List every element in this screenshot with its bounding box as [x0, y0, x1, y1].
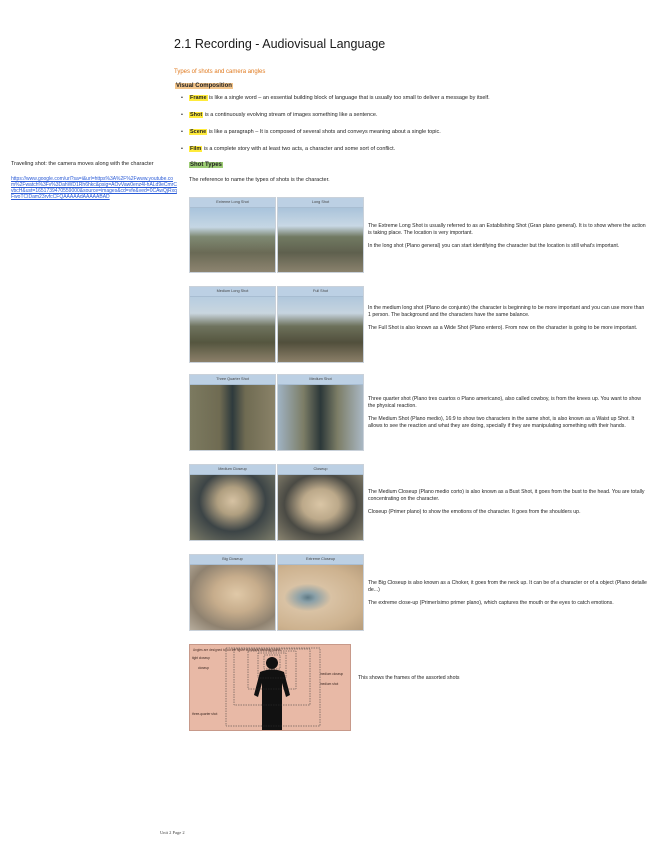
section-subtitle: Types of shots and camera angles — [174, 69, 266, 75]
figure-head — [266, 657, 278, 669]
photo — [190, 297, 275, 362]
description-text: The extreme close-up (Primerísimo primer plano), which captures the mouth or the eyes to catch emotions. — [368, 600, 614, 606]
long-shot-image — [277, 197, 364, 273]
description-text: The Medium Closeup (Plano medio corto) is also known as a Bust Shot, it goes from the bust to the head. You are totally concentrating on the character. — [368, 489, 645, 502]
image-label: Medium Shot — [278, 375, 363, 385]
description-text: Three quarter shot (Plano tres cuartos o Plano americano), also called cowboy, is from the knees up. You want to show the physical reaction. — [368, 396, 641, 409]
label-closeup: closeup — [198, 666, 209, 670]
image-label: Closeup — [278, 465, 363, 475]
photo — [190, 208, 275, 272]
photo — [190, 565, 275, 630]
side-note: Traveling shot: the camera moves along with the character — [11, 161, 154, 167]
image-label: Extreme Long Shot — [190, 198, 275, 208]
figure-body — [254, 670, 290, 731]
description-text: The Full Shot is also known as a Wide Shot (Plano entero). From now on the character is going to be more important. — [368, 325, 638, 331]
row-description — [368, 489, 648, 522]
extreme-long-shot-image — [189, 197, 276, 273]
big-closeup-image — [189, 554, 276, 631]
term-frame: Frame — [190, 95, 207, 101]
composition-list — [181, 95, 631, 163]
image-label: Full Shot — [278, 287, 363, 297]
photo — [278, 565, 363, 630]
label-three-quarter-shot: three-quarter shot — [192, 712, 218, 716]
term-description: is a complete story with at least two acts, a character and some sort of conflict. — [202, 146, 396, 152]
shot-types-heading: Shot Types — [190, 162, 222, 168]
row-description — [368, 580, 648, 613]
diagram-caption: Angles are designed to cut the figure at natural bending points. — [193, 648, 282, 652]
list-item — [181, 95, 631, 102]
label-medium-closeup: medium closeup — [320, 672, 344, 676]
medium-closeup-image — [189, 464, 276, 541]
description-text: The Big Closeup is also known as a Choker, it goes from the neck up. It can be of a character or of a object (Plano detalle de...) — [368, 580, 647, 593]
extreme-closeup-image — [277, 554, 364, 631]
term-film: Film — [190, 146, 202, 152]
figure-silhouette-diagram — [190, 645, 350, 730]
list-item — [181, 146, 631, 153]
photo — [278, 475, 363, 540]
visual-composition-heading: Visual Composition — [176, 83, 232, 89]
photo — [278, 297, 363, 362]
term-shot: Shot — [190, 112, 203, 118]
image-label: Three Quarter Shot — [190, 375, 275, 385]
description-text: In the medium long shot (Plano de conjunto) the character is beginning to be more important and you can use more than 1 person. The background and the characters have the same balance. — [368, 305, 645, 318]
diagram-description: This shows the frames of the assorted shots — [358, 675, 460, 681]
photo — [278, 208, 363, 272]
shot-frames-diagram — [189, 644, 351, 731]
closeup-image — [277, 464, 364, 541]
label-tight-closeup: tight closeup — [192, 656, 210, 660]
row-description — [368, 396, 648, 436]
description-text: The Extreme Long Shot is usually referred to as an Establishing Shot (Gran plano general). It is to show where the action is taking place. The location is very important. — [368, 223, 646, 236]
description-text: In the long shot (Plano general) you can start identifying the character but the location is still what's important. — [368, 243, 620, 249]
image-label: Long Shot — [278, 198, 363, 208]
row-description — [368, 223, 648, 256]
image-label: Big Closeup — [190, 555, 275, 565]
term-description: is like a paragraph – It is composed of several shots and conveys meaning about a single topic. — [207, 129, 441, 135]
term-scene: Scene — [190, 129, 207, 135]
shot-types-intro: The reference to name the types of shots is the character. — [189, 177, 330, 183]
image-label: Medium Long Shot — [190, 287, 275, 297]
three-quarter-shot-image — [189, 374, 276, 451]
image-label: Medium Closeup — [190, 465, 275, 475]
medium-long-shot-image — [189, 286, 276, 363]
photo — [190, 385, 275, 450]
page-footer: Unit 2 Page 2 — [160, 830, 185, 835]
list-item — [181, 129, 631, 136]
medium-shot-image — [277, 374, 364, 451]
photo — [190, 475, 275, 540]
description-text: The Medium Shot (Plano medio), 16:9 to show two characters in the same shot, is also known as a Waist up Shot. It allows to see the reaction and what they are doing, specially if they are manipulating something with their hands. — [368, 416, 635, 429]
list-item — [181, 112, 631, 119]
page-title: 2.1 Recording - Audiovisual Language — [174, 37, 386, 51]
photo — [278, 385, 363, 450]
description-text: Closeup (Primer plano) to show the emotions of the character. It goes from the shoulders up. — [368, 509, 581, 515]
full-shot-image — [277, 286, 364, 363]
term-description: is like a single word – an essential building block of language that is usually too small to deliver a message by itself. — [207, 95, 490, 101]
label-medium-shot: medium shot — [320, 682, 339, 686]
row-description — [368, 305, 648, 338]
image-label: Extreme Closeup — [278, 555, 363, 565]
term-description: is a continuously evolving stream of images something like a sentence. — [203, 112, 378, 118]
reference-link[interactable]: https://www.google.com/url?sa=i&url=https%3A%2F%2Fwww.youtube.com%2Fwatch%3Fv%3DahWD1Rh6hkc&psig=AOvVaw0enz4l-hALd9eCmrCvbcH&ust=1651739470559000&source=images&cd=vfe&ved=0CAwQjRxqFwoTCIDam23rvfcCFQAAAAAdAAAAABAD — [11, 176, 177, 200]
